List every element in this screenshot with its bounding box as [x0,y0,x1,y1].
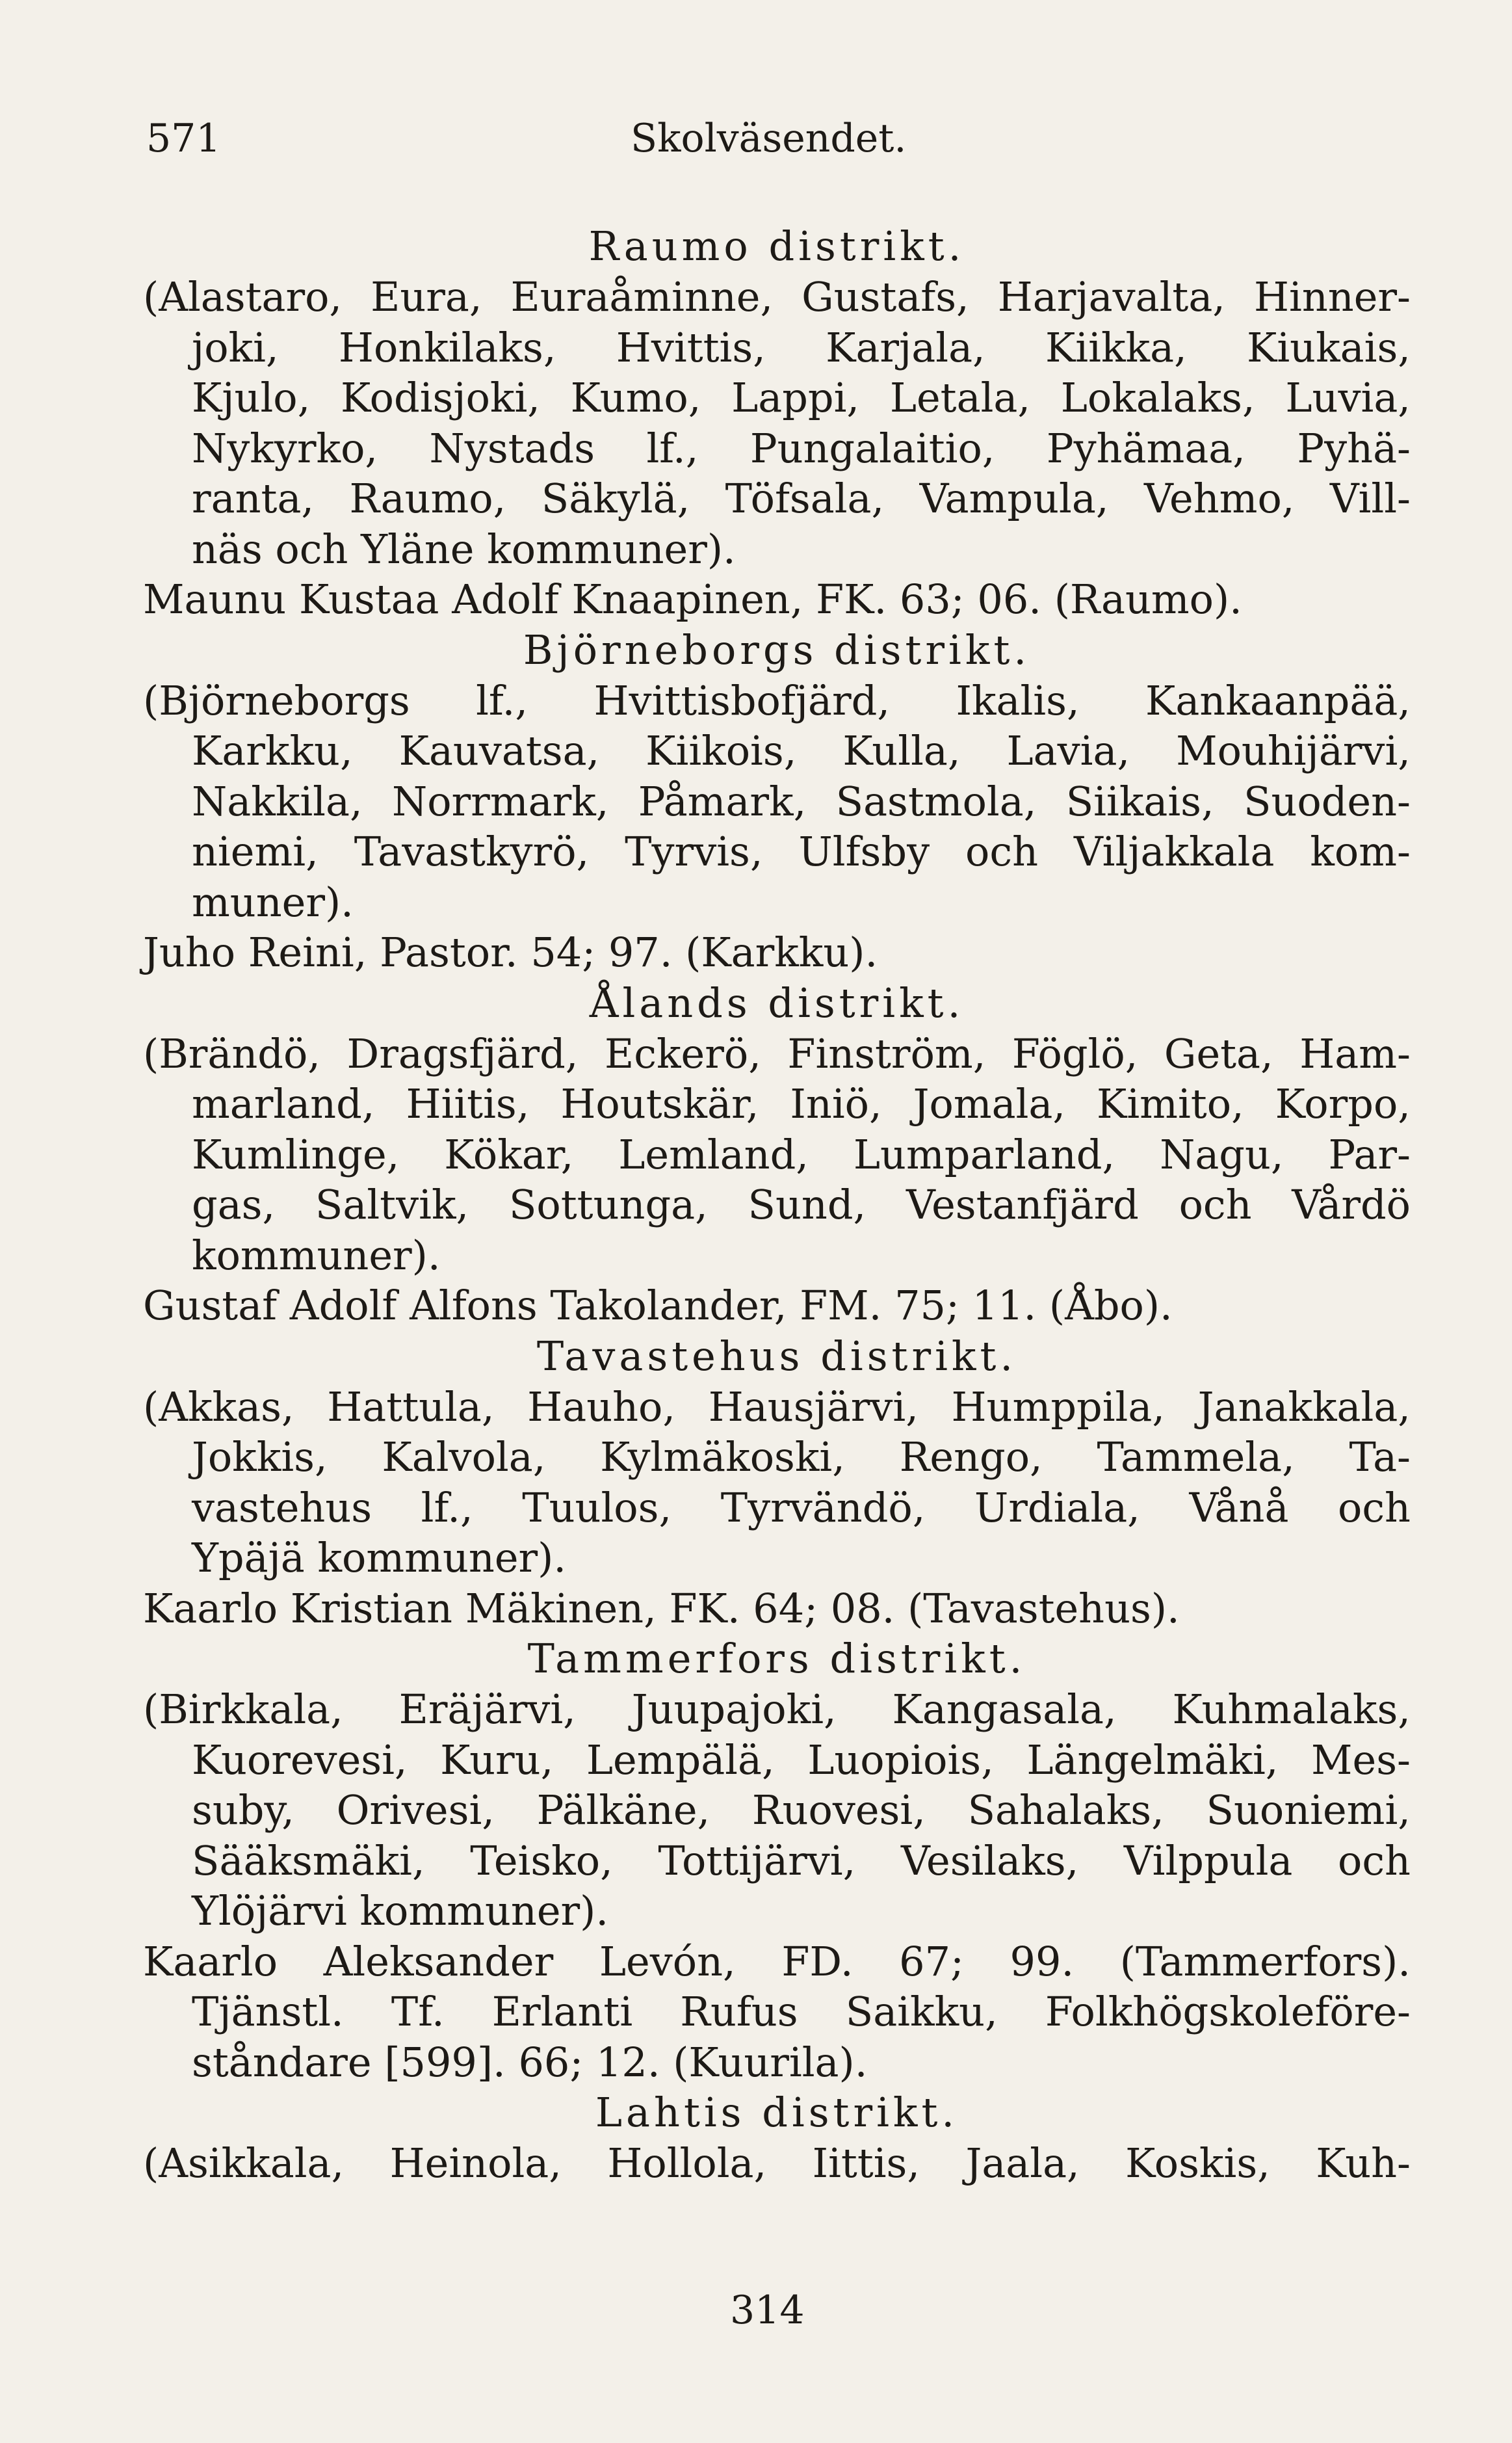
district-heading: Lahtis distrikt. [595,2089,959,2136]
inspector-line: Tjänstl. Tf. Erlanti Rufus Saikku, Folkhögskoleföre- [192,1988,1411,2035]
parish-line: näs och Yläne kommuner). [192,525,736,573]
parish-line: gas, Saltvik, Sottunga, Sund, Vestanfjärd och Vårdö [192,1181,1411,1228]
parish-line: Kuorevesi, Kuru, Lempälä, Luopiois, Längelmäki, Mes- [192,1736,1411,1784]
district-heading: Ålands distrikt. [589,979,965,1027]
district-list [143,221,1411,2189]
page-number: 571 [146,116,221,161]
parish-line: Ylöjärvi kommuner). [192,1887,609,1935]
parish-line: Karkku, Kauvatsa, Kiikois, Kulla, Lavia, Mouhijärvi, [192,727,1411,774]
parish-line: niemi, Tavastkyrö, Tyrvis, Ulfsby och Viljakkala kom- [192,828,1411,875]
parish-line: (Alastaro, Eura, Euraåminne, Gustafs, Harjavalta, Hinner- [143,273,1411,321]
inspector-line: ståndare [599]. 66; 12. (Kuurila). [192,2038,868,2086]
parish-line: (Birkkala, Eräjärvi, Juupajoki, Kangasala, Kuhmalaks, [143,1685,1411,1733]
parish-line: suby, Orivesi, Pälkäne, Ruovesi, Sahalaks, Suoniemi, [192,1786,1411,1834]
parish-line: Sääksmäki, Teisko, Tottijärvi, Vesilaks, Vilppula och [192,1836,1411,1884]
parish-line: vastehus lf., Tuulos, Tyrvändö, Urdiala, Vånå och [192,1483,1411,1531]
parish-line: Nykyrko, Nystads lf., Pungalaitio, Pyhämaa, Pyhä- [192,424,1411,472]
parish-line: (Akkas, Hattula, Hauho, Hausjärvi, Humppila, Janakkala, [143,1382,1411,1431]
parish-line: joki, Honkilaks, Hvittis, Karjala, Kiikka, Kiukais, [192,323,1411,371]
inspector-line: Juho Reini, Pastor. 54; 97. (Karkku). [143,929,878,976]
page-header [146,116,1121,168]
footer-page-number: 314 [730,2288,805,2333]
inspector-line: Gustaf Adolf Alfons Takolander, FM. 75; 11. (Åbo). [143,1282,1173,1329]
parish-line: Nakkila, Norrmark, Påmark, Sastmola, Siikais, Suoden- [192,777,1411,825]
parish-line: marland, Hiitis, Houtskär, Iniö, Jomala, Kimito, Korpo, [192,1080,1411,1128]
inspector-line: Kaarlo Aleksander Levón, FD. 67; 99. (Tammerfors). [143,1937,1411,1985]
parish-line: Kjulo, Kodisjoki, Kumo, Lappi, Letala, Lokalaks, Luvia, [192,374,1411,421]
inspector-line: Kaarlo Kristian Mäkinen, FK. 64; 08. (Tavastehus). [143,1584,1180,1632]
parish-line: Kumlinge, Kökar, Lemland, Lumparland, Nagu, Par- [192,1130,1411,1178]
running-title: Skolväsendet. [631,116,907,161]
parish-line: (Björneborgs lf., Hvittisbofjärd, Ikalis, Kankaanpää, [143,676,1411,724]
district-heading: Raumo distrikt. [588,222,965,270]
parish-line: Ypäjä kommuner). [192,1534,567,1581]
district-heading: Tavastehus distrikt. [536,1332,1017,1380]
parish-line: (Brändö, Dragsfjärd, Eckerö, Finström, Föglö, Geta, Ham- [143,1029,1411,1077]
parish-line: kommuner). [192,1231,441,1279]
district-heading: Björneborgs distrikt. [523,626,1031,674]
inspector-line: Maunu Kustaa Adolf Knaapinen, FK. 63; 06. (Raumo). [143,575,1242,623]
parish-line: muner). [192,878,354,926]
parish-line: ranta, Raumo, Säkylä, Töfsala, Vampula, Vehmo, Vill- [192,475,1411,522]
parish-line: Jokkis, Kalvola, Kylmäkoski, Rengo, Tammela, Ta- [192,1433,1411,1481]
parish-line: (Asikkala, Heinola, Hollola, Iittis, Jaala, Koskis, Kuh- [143,2139,1411,2187]
district-heading: Tammerfors distrikt. [527,1635,1026,1682]
